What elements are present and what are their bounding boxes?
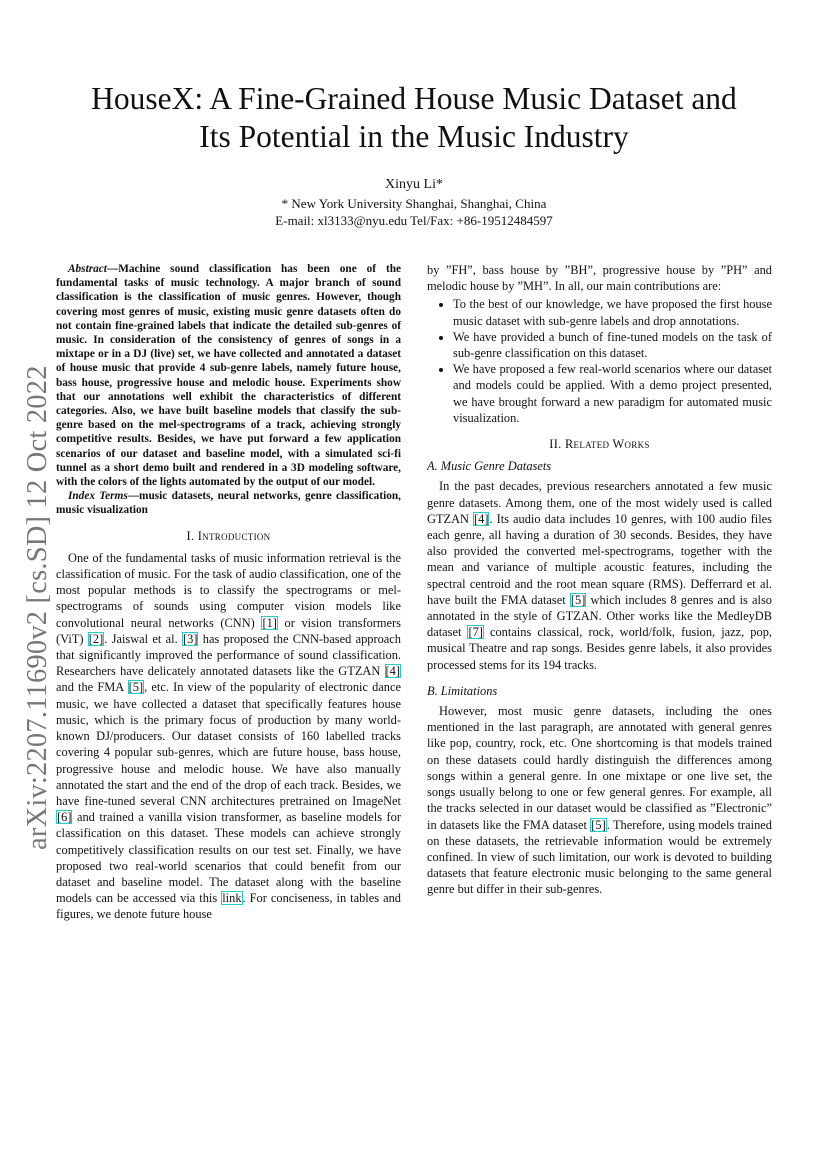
- arxiv-identifier-stamp: arXiv:2207.11690v2 [cs.SD] 12 Oct 2022: [22, 365, 53, 850]
- limitations-paragraph: [427, 703, 772, 897]
- limitations-text: However, most music genre datasets, including the ones mentioned in the last paragraph, are annotated with general genres like pop, country, rock, etc. One shortcoming is that models trained on these datasets could hardly distinguish the differences among songs within a general genre. In one mixtape or one live set, the songs usually belong to one or few general genres. For example, all the tracks selected in our dataset would be classified as ”Electronic” in datasets like the FMA dataset: [427, 704, 772, 832]
- citation-link[interactable]: [5]: [570, 592, 586, 607]
- intro-text: and the FMA: [56, 680, 128, 695]
- section-title: Introduction: [197, 528, 271, 543]
- subsection-heading-genre-datasets: A. Music Genre Datasets: [427, 459, 552, 474]
- citation-link[interactable]: [3]: [183, 631, 198, 646]
- section-title: Related Works: [564, 437, 650, 452]
- author-name: Xinyu Li*: [385, 177, 443, 192]
- related-text: contains classical, rock, world/folk, fusion, jazz, pop, musical Theatre and rap songs. Besides genre labels, it also provides processed stems for its 194 tracks.: [427, 625, 772, 672]
- list-item: • To the best of our knowledge, we have proposed the first house music dataset with sub-genre labels and drop annotations.: [453, 296, 772, 328]
- intro-paragraph: [56, 550, 401, 923]
- citation-link[interactable]: [4]: [385, 664, 400, 679]
- title-line-1: HouseX: A Fine-Grained House Music Dataset and: [91, 81, 737, 116]
- related-text: In the past decades, previous researchers annotated a few music genre datasets. Among them, one of the most widely used is called GTZAN: [427, 479, 772, 526]
- section-heading-introduction: [56, 528, 401, 544]
- author-contact: E-mail: xl3133@nyu.edu Tel/Fax: +86-19512484597: [275, 213, 553, 228]
- citation-link[interactable]: [5]: [128, 680, 144, 695]
- limitations-text: . Therefore, using models trained on these datasets, the retrievable information would be extremely confined. In view of such limitation, our work is devoted to building datasets that feature electronic music belonging to the same general genre but differ in their sub-genres.: [427, 817, 772, 897]
- intro-text: . For conciseness, in tables and figures, we denote future house: [56, 891, 401, 922]
- dataset-link[interactable]: link: [222, 891, 242, 906]
- author-affiliation: * New York University Shanghai, Shanghai, China: [281, 196, 547, 211]
- citation-link[interactable]: [7]: [468, 625, 483, 640]
- intro-text: . Jaiswal et al.: [104, 631, 183, 646]
- citation-link[interactable]: [5]: [591, 817, 606, 832]
- title-line-2: Its Potential in the Music Industry: [199, 119, 629, 154]
- paper-title: [50, 80, 778, 156]
- related-text: which includes 8 genres and is also annotated in the style of GTZAN. Other works like the MedleyDB dataset: [427, 592, 773, 640]
- left-column: [56, 262, 401, 923]
- citation-link[interactable]: [1]: [262, 615, 277, 630]
- related-paragraph: [427, 478, 772, 672]
- citation-link[interactable]: [4]: [474, 511, 489, 526]
- subsection-heading-limitations: B. Limitations: [427, 683, 498, 698]
- citation-link[interactable]: [2]: [88, 631, 104, 646]
- index-terms: [56, 489, 401, 517]
- intro-text: One of the fundamental tasks of music information retrieval is the classification of music. For the task of audio classification, one of the most popular methods is to classify the spectrograms or mel-spectrograms of sounds using computer vision models like convolutional neural networks (CNN): [56, 550, 401, 630]
- abstract-lead: Abstract: [68, 263, 107, 275]
- intro-text: or vision transformers (ViT): [56, 615, 401, 646]
- list-item: • We have provided a bunch of fine-tuned models on the task of sub-genre classification on this dataset.: [453, 329, 772, 361]
- abstract: [56, 262, 401, 489]
- index-terms-text: —music datasets, neural networks, genre classification, music visualization: [56, 490, 401, 517]
- contributions-list: [427, 296, 772, 426]
- citation-link[interactable]: [6]: [57, 810, 72, 825]
- intro-text: and trained a vanilla vision transformer, as baseline models for classification on this dataset. These models can achieve strongly competitively classification results on our test set. Finally, we have proposed two real-world scenarios that could benefit from our dataset and baseline model. The dataset along with the baseline models can be accessed via this: [56, 810, 401, 906]
- index-terms-lead: Index Terms: [68, 490, 128, 503]
- list-item: • We have proposed a few real-world scenarios where our dataset and models could be applied. With a demo project presented, we have brought forward a new paradigm for automated music visualization.: [453, 361, 772, 426]
- section-heading-related-works: [427, 436, 772, 452]
- abstract-text: —Machine sound classification has been one of the fundamental tasks of music technology. A major branch of sound classification is the classification of music genres. However, though covering most genres of music, existing music genre datasets often do not contain fine-grained labels that indicate the detailed sub-genres of music. In consideration of the consistency of genres of songs in a mixtape or in a DJ (live) set, we have collected and annotated a dataset of house music that provide 4 sub-genre labels, namely future house, bass house, progressive house and melodic house. Experiments show that our annotations well exhibit the characteristics of different categories. Also, we have built baseline models that classify the sub-genre based on the mel-spectrograms of a track, achieving strongly competitive results. Besides, we have put forward a few application scenarios of our dataset and baseline model, with a simulated sci-fi tunnel as a short demo built and rendered in a 3D modeling software, with the colors of the lights automated by the output of our model.: [56, 263, 401, 489]
- intro-text: , etc. In view of the popularity of electronic dance music, we have collected a dataset that specifically features house music, which is the primary focus of production by many world-known DJ/producers. Our dataset consists of 160 labelled tracks covering 4 popular sub-genres, which are future house, bass house, progressive house and melodic house. We have also manually annotated the start and the end of the drop of each track. Besides, we have fine-tuned several CNN architectures pretrained on ImageNet: [56, 680, 401, 808]
- right-column: [427, 262, 772, 898]
- related-text: . Its audio data includes 10 genres, with 100 audio files each genre, all having a duration of 30 seconds. Besides, they have also provided the converted mel-spectrograms, together with the mean and variance of multiple acoustic features, including the spectral centroid and the root mean square (RMS). Defferrard et al. have built the FMA dataset: [427, 511, 772, 607]
- intro-text: has proposed the CNN-based approach that significantly improved the performance of sound classification. Researchers have delicately annotated datasets like the GTZAN: [56, 631, 401, 679]
- intro-paragraph-continued: by ”FH”, bass house by ”BH”, progressive house by ”PH” and melodic house by ”MH”. In all, our main contributions are:: [427, 263, 772, 294]
- section-number: I.: [186, 528, 195, 543]
- section-number: II.: [549, 437, 562, 452]
